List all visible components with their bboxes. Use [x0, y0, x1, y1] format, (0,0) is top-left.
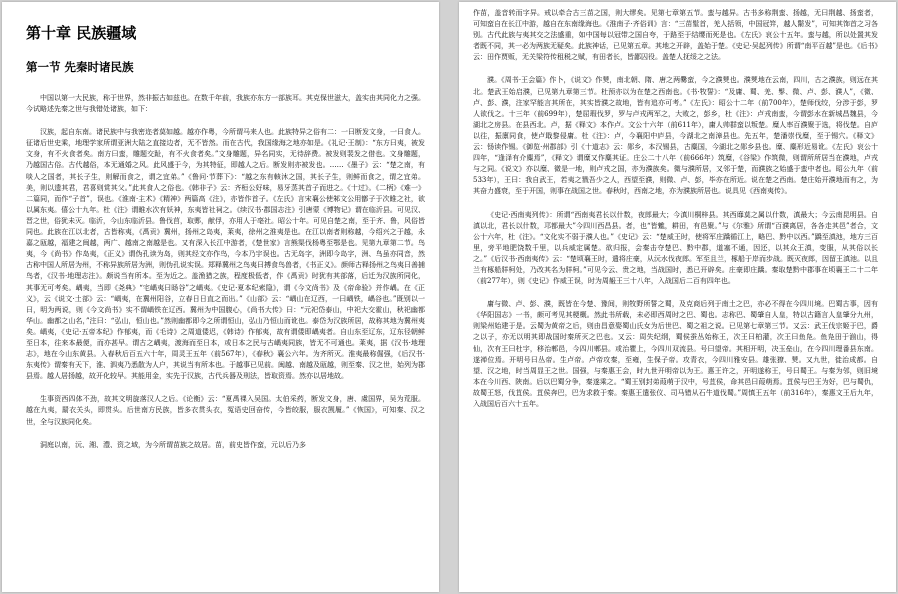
- paragraph: 汉族，起自东南。诸民族中与我密迩者莫如越。越亦作粤，今所谓马来人也。此族特异之俗有二：一曰断发文身，一曰食人。征诸后世史乘，地理学家所谓亚洲大陆之直接边者，无不皆然。而在古代，我国缘海之地亦如是。《礼记·王制》：“东方曰夷，被发文身，有不火食者矣。南方曰蛮，雕题交趾，有不火食者矣。”文身雕题，异名同实，无待辞费。被发则裴发之借也。文身雕题，乃越国古俗。古代越俗，本无通婚之风。此风盛于今，为其特征，即越人之后。断发则亦被发也。……《墨子》云：“楚之南，有啖人之国者，其长子生，则解而食之，谓之宜弟。”《鲁问·节葬下》：“越之东有輆沐之国，其长子生，则鲜而食之，谓之宜弟。美，则以遗其君，君喜则赏其父。”此其食人之俗也。《韩非子》云：齐桓公好味，易牙蒸其首子而进之。《十过》。《二柄》《难一》二篇同，而作“子首”，误也。《淮南·主术》《精神》两篇高《注》，亦皆作首子。《左氏》言宋襄公使邾文公用鄫子于次睢之社，欲以属东夷。僖公十九年。杜《注》谓睢水次有妖神，东夷皆社祠之。《续汉书·郡国志注》引唐蒙《博物记》谓在临沂县。可见汉、晋之世，俗犹未灭。临沂，今山东临沂县。鲁伐莒，取郠，献俘，亦用人于亳社。昭公十年。可见自楚之南，至于齐、鲁，风俗皆同也。此族在江以北者，古皆称夷，《禹贡》冀州，扬州之岛夷，莱夷，徐州之淮夷是也。在江以南者则称越，今绍兴之于越，永嘉之瓯越，福建之闽越，两广、越南之南越是也。又有深入长江中游者，《楚世家》言熊渠伐杨粤至鄂是也。见第九章第二节。鸟夷，今《尚书》作岛夷，《正义》谓伪孔读为岛，则其经文亦作鸟，今本乃宇误也。古无岛字，洲即今岛字，洲、鸟虽亦同音，然古称中国人所居为州，不称异族所居为洲，则伪孔说实误。郑释冀州之鸟夷曰搏食鸟兽者，《书正义》。颜师古释扬州之鸟夷曰善捕鸟者，《汉书·地理志注》。颇说当有所本。至为近之。盖渔猎之族，程度极低者，作《禹贡》时犹有其部落，后迁为汉族所同化，其事无可考矣。嵎夷，当即《尧典》“宅嵎夷曰旸谷”之嵎夷。《史记·夏本纪索隐》，谓《今文尚书》及《帝命验》并作嵎。在《正义》，云《说文·土部》云：“嵎夷，在冀州阳谷，立春日日直之而出。”《山部》云：“嵎山在辽西，一曰嵎铁，嵎谷也。”既别以一曰，明为两说，则《今文尚书》实不谓嵎铁在辽西。冀州为中国腹心，《尚书大传》曰：“元祀岱泰山，中祀大交霍山，秋祀幽都华山。幽都之山名，”注曰：“弘山，恒山也。”然则幽都即今之所谓恒山，弘山乃恒山而讹也。泰岱为汉族所居，故称其地为冀州夷矣。嵎夷，《史记·五帝本纪》作郁夷，而《毛诗》之周道倭迟，《韩诗》作郁夷，故有谓倭即嵎夷者。自山东至辽东，辽东径朝鲜至日本，往来本最便，而亦甚早。谓古之嵎夷，渡海而至日本，或日本之民与古嵎夷同族，皆无不可通也。莱夷，据《汉书·地理志》，地在今山东黄县。入春秋后百五六十年，周灵王五年（前567年），《春秋》襄公六年。为齐所灭。淮夷最称倔强，《后汉书·东夷传》谓秦有天下，淮、泗夷乃悉散为人户，其说当有所本也。于越事已见前。闽越、南越及瓯越，则至秦、汉之世，始列为郡县焉。越人居扬越，故开化较早。其能用金，实先于汉族，古代兵器及刑法，皆取资焉。然亦以居地故。: [26, 128, 425, 381]
- paragraph: 生事资西四体不劲，故其文明旋落汉人之后。《论衡》云：“夏禹裸入吴国。太伯采药，断发文身，唐、虞国界，吴为荒服。越在九夷，罽衣关头，即贯头。后世南方民族，皆多衣贯头衣，冤语史回奋传，今皆皎服，服衣觊履。”《恢国》，可知秦、汉之世，全与汉族同化矣。: [26, 395, 425, 426]
- paragraph: 洞庭以南，沅、湘、澧、资之域，为今所谓苗族之故居。苗，前史皆作蛮，元以后乃多: [40, 440, 306, 449]
- paragraph: 濮。《周书·王会篇》作卜，《说文》作僰，南北朝、隋、唐之两爨蛮，今之濮僰也。濮僰地在云南，四川，古之濮族，则远在其北。楚武王始启濮，已见第九章第三节。杜预亦以为在楚之西南也。《书·牧誓》：“及庸、蜀、羌、髳、微、卢、彭、濮人”，《微、卢、彭、濮，注家罕能言其所在，其实皆濮之故地，皆有追亦可考。”《左氏》：昭公十二年（前700年），楚师伐绞，分涉于彭，罗人欲伐之。十三年（前699年），楚屈瑕伐罗，罗与卢戎两军之，大败之，彭乡，杜《注》：卢戎南蛮，今谓彭水在新城昌魏县，今湖北之房县。在县西北。卢，据《释文》本作卢。文公十六年（前611年），庸人帅群蛮以叛楚。糜人率百濮聚于选，将伐楚。自庐以往，振廪同食，使卢戢黎侵庸。杜《注》：卢，今襄阳中庐县，今湖北之南漳县也。先五年，楚潘崇伐糜，至于锡穴。《释文》云：钖读作锡。《御览·州郡部》引《十道志》云：郧乡，本汉锡县，古麋国，今湖北之郧乡县也。糜、麋形近易讹。《左氏》哀公十四年，“逢泽有介麋焉”，《释文》谓糜又作麋其证。庄公二十八年（前666年）筑糜，《谷梁》作筑微，则谓所所居当在濮地，卢戎与之同。《说文》亦以糜、微是一地，则卢戎之国，亦为濮族矣。微与濮所居，又邻于楚，而濮族之始盛于蛮中者也。昭公九年（前533年），王曰：我自武王，若夷之戮吾少之人，西望至濮，则微、卢、彭，毕亦在所近。说在楚之西南。楚庄始开濮地而有之，为其奋力盛衰，至于开国，则事在战国之世。春秋时，西南之地，亦为濮族所居也。说具见《西南夷传》。: [473, 76, 878, 196]
- paragraph: 庸与微、卢、彭、濮，既皆在今楚、豫间，则牧野所誓之蜀，及克商后列于南土之巴，亦必不得在今四川境。巴蜀古事，因有《华阳国志》一书，颇可考见其梗概。然此书所载，未必即西周时之巴、蜀也。志称巴、蜀肇自人皇，特以古籍言人皇肇分九州，则梁州始建于是。云蜀为黄帝之后，则由昌意娶蜀山氏女为后世巴、蜀之祖之说。已见第七章第三节。又云：武王伐宗姬于巴，爵之以子，亦无以明其即战国时秦所灭之巴也。又云：周失纪纲，蜀侯蚕丛始称王，次王曰柏灌，次王曰鱼凫。鱼凫田于湔山，得仙，次有王曰杜宇，移治郫邑，今四川郫县。或治瞿上，今四川双流县。号曰望帝。其相开明，决玉垒山，在今四川理番县东南。遂禅位焉。开明号曰丛帝。生卢帝。卢帝攻秦，至雍，生保子帝。攻青衣，今四川雅安县。雄张獠、僰。又九世，徙治成都。自望、汉之地，时当周显王之世。国强，与秦惠王会，时九世开明帝以为王。惠王许之，开明遂称王，号曰蜀王。与秦为邻，则旧境本在今川西、陕南。后以巴蜀分争，秦遂乘之。“蜀王别封弟葭萌于汉中，号苴侯，命其邑曰葭萌焉。苴侯与巴王为好，巴与蜀仇，故蜀王怒，伐苴侯。苴侯奔巴，巴为求救于秦。秦惠王遣张仪、司马错从石牛道伐蜀。”周慎王五年（前316年），秦惠文王后九年，入战国后百六十五年。: [473, 300, 878, 408]
- right-page: [459, 2, 896, 592]
- paragraph: 作苗，盖音转而字异。戒以牵合古三苗之国，则大缪矣。见第七章第五节。蛮与越异。古书多称荆蛮、扬越，无曰荆越、扬蛮者，可知蛮自在长江中游，越自在东南缘海也。《淮南子·齐俗训》言：“三苗髽首，羌人括领，中国冠笄，越人鬋发”，可知其饰首之习各别。古代此族与夷其交之法盛重，如中国每以冠带之国自夸，于路至于结缨而死是也。《左氏》哀公十五年。蛮与越，所以处置其发者既不同，其一必为两族无疑矣。此族神话，已见第五章。其地之开辟，盖始于楚。《史记·吴起列传》所谓“南平百越”是也。《后书》云：田作贾贩，无关梁符传租税之赋，有田者长，皆鄙囚役。盖楚人抚绥之之法。: [473, 9, 878, 62]
- section-title: 第一节 先秦时诸民族: [26, 60, 134, 74]
- chapter-title: 第十章 民族疆域: [26, 24, 137, 42]
- right-page-content: [473, 8, 878, 588]
- paragraph: 《史记·西南夷列传》：所谓“西南夷君长以什数，夜郎最大；今滇川桐梓县。其西靡莫之属以什数，滇最大；今云南昆明县。自滇以北，君长以什数，邛都最大”今四川西昌县。者，也“皆魋，耕田，有邑聚。”与《尔雅》所谓“百濮离居，各各走其邑”者合，文公十六年，杜《注》。“文化实不弱于濮人也。”《史记》云：“楚威王时，使将军庄蹻循江上，略巴、黔中以西。”蹻至滇池，地方三百里，旁平地肥饶数千里，以兵威定属楚。欲归报，会秦击夺楚巴、黔中郡，道塞不通，因还，以其众王滇，变服，从其俗以长之。”《后汉书·西南夷传》云：“楚顷襄王时，遣将庄豪，从沅水伐夜郎。军至且兰，椓船于岸而步战。既灭夜郎，因留王滇池。以且兰有椓船牂柯处，乃改其名为牂柯。”可见今云、贵之地，当战国时，悉已开辟矣。庄豪即庄蹻。秦取楚黔中郡事在顷襄王二十二年（前277年），则《史记》作威王误，时为周赧王三十八年，入战国后二百有四年也。: [473, 210, 878, 286]
- paragraph: 中国以第一大民族，称于世界，然非振古如兹也。在数千年前，我族亦东方一部族耳。其克保世滋大，盖实由其同化力之强。今试略述先秦之世与我错处诸族，如下：: [26, 94, 425, 114]
- left-page-content: [26, 10, 425, 588]
- left-page: [2, 2, 439, 592]
